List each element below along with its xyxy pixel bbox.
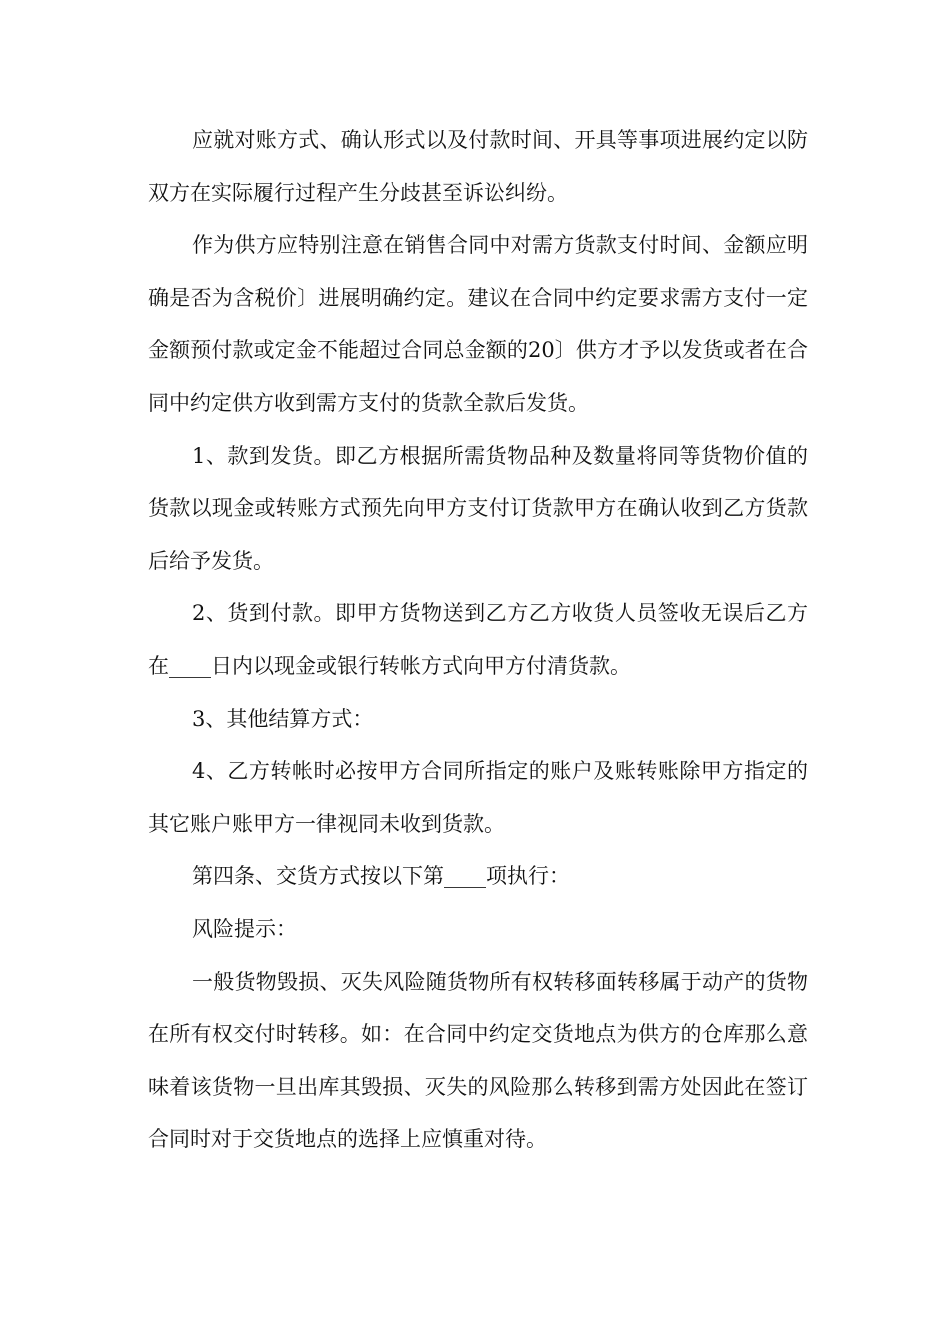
paragraph-supplier-notice: 作为供方应特别注意在销售合同中对需方货款支付时间、金额应明确是否为含税价〕进展明确约定。建议在合同中约定要求需方支付一定金额预付款或定金不能超过合同总金额的20〕供方才予以发货或者在合同中约定供方收到需方支付的货款全款后发货。 xyxy=(148,233,808,415)
paragraph-risk-heading: 风险提示： xyxy=(192,916,297,941)
paragraph-other-settlement: 3、其他结算方式： xyxy=(192,706,374,731)
document-body xyxy=(148,114,808,1166)
paragraph-article-four: 第四条、交货方式按以下第____项执行： xyxy=(192,864,570,889)
paragraph-reconciliation: 应就对账方式、确认形式以及付款时间、开具等事项进展约定以防双方在实际履行过程产生分歧甚至诉讼纠纷。 xyxy=(148,128,808,205)
paragraph-risk-transfer: 一般货物毁损、灭失风险随货物所有权转移面转移属于动产的货物在所有权交付时转移。如：在合同中约定交货地点为供方的仓库那么意味着该货物一旦出库其毁损、灭失的风险那么转移到需方处因此在签订合同时对于交货地点的选择上应慎重对待。 xyxy=(148,969,808,1152)
paragraph-transfer-account: 4、乙方转帐时必按甲方合同所指定的账户及账转账除甲方指定的其它账户账甲方一律视同未收到货款。 xyxy=(148,759,808,836)
paragraph-payment-before-delivery: 1、款到发货。即乙方根据所需货物品种及数量将同等货物价值的货款以现金或转账方式预先向甲方支付订货款甲方在确认收到乙方货款后给予发货。 xyxy=(148,443,808,573)
paragraph-cash-on-delivery: 2、货到付款。即甲方货物送到乙方乙方收货人员签收无误后乙方在____日内以现金或银行转帐方式向甲方付清货款。 xyxy=(148,601,808,678)
